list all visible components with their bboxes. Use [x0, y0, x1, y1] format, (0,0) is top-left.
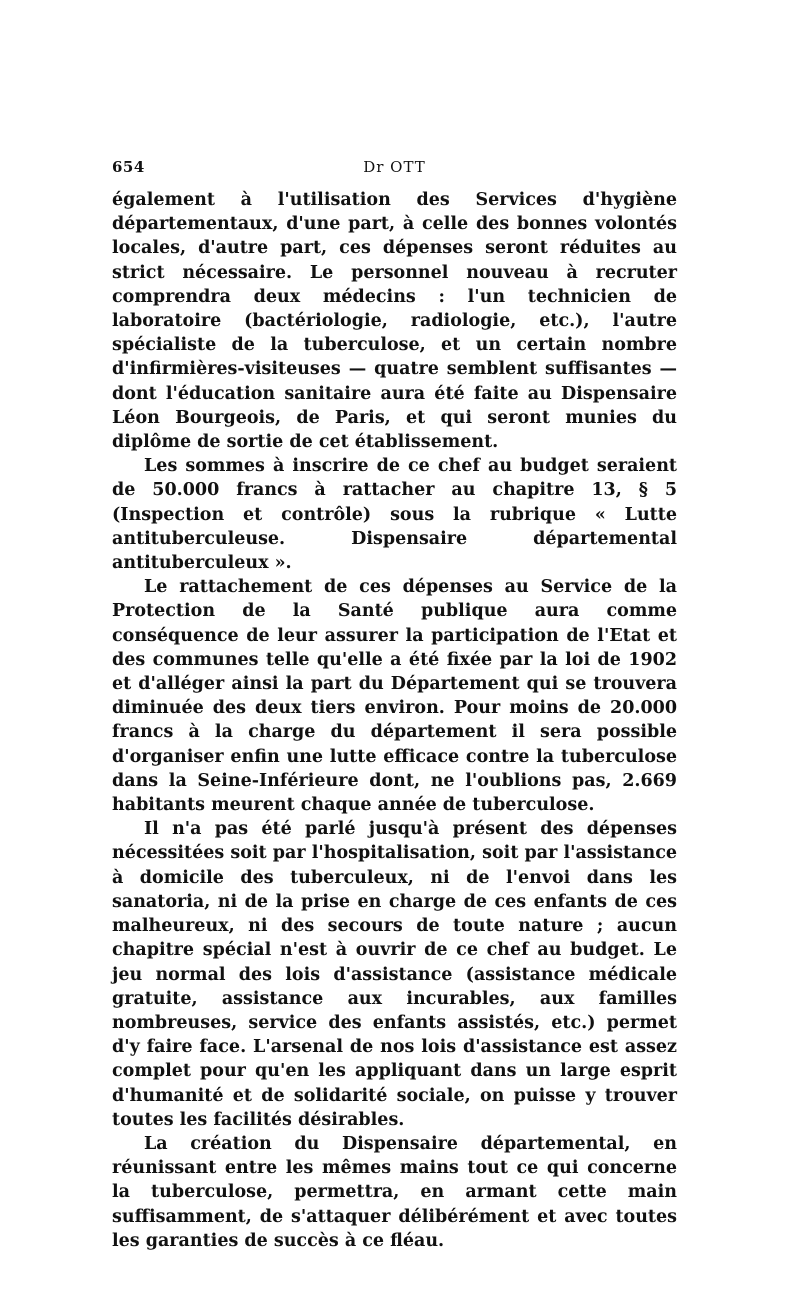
paragraph-budget-sums: Les sommes à inscrire de ce chef au budget seraient de 50.000 francs à rattacher au chapitre 13, § 5 (Inspection et contrôle) sous la rubrique « Lutte antituberculeuse. Dispensaire départemental antituberculeux ».: [112, 456, 677, 574]
paragraph-hospitalisation-assistance: Il n'a pas été parlé jusqu'à présent des dépenses nécessitées soit par l'hospitalisation, soit par l'assistance à domicile des tuberculeux, ni de l'envoi dans les sanatoria, ni de la prise en charge de ces enfants de ces malheureux, ni des secours de toute nature ; aucun chapitre spécial n'est à ouvrir de ce chef au budget. Le jeu normal des lois d'assistance (assistance médicale gratuite, assistance aux incurables, aux familles nombreuses, service des enfants assistés, etc.) permet d'y faire face. L'arsenal de nos lois d'assistance est assez complet pour qu'en les appliquant dans un large esprit d'humanité et de solidarité sociale, on puisse y trouver toutes les facilités désirables.: [112, 819, 677, 1130]
running-head-author: Dr OTT: [363, 158, 426, 176]
paragraph-continuation: également à l'utilisation des Services d'hygiène départementaux, d'une part, à celle des bonnes volontés locales, d'autre part, ces dépenses seront réduites au strict nécessaire. Le personnel nouveau à recruter comprendra deux médecins : l'un technicien de laboratoire (bactériologie, radiologie, etc.), l'autre spécialiste de la tuberculose, et un certain nombre d'infirmières-visiteuses — quatre semblent suffisantes — dont l'éducation sanitaire aura été faite au Dispensaire Léon Bourgeois, de Paris, et qui seront munies du diplôme de sortie de cet établissement.: [112, 190, 677, 453]
body-text: [112, 188, 677, 1253]
page-number: 654: [112, 158, 145, 176]
paragraph-public-health-service: Le rattachement de ces dépenses au Service de la Protection de la Santé publique aura comme conséquence de leur assurer la participation de l'Etat et des communes telle qu'elle a été fixée par la loi de 1902 et d'alléger ainsi la part du Département qui se trouvera diminuée des deux tiers environ. Pour moins de 20.000 francs à la charge du département il sera possible d'organiser enfin une lutte efficace contre la tuberculose dans la Seine-Inférieure dont, ne l'oublions pas, 2.669 habitants meurent chaque année de tuberculose.: [112, 577, 677, 816]
running-head: [112, 156, 677, 178]
paragraph-dispensary-creation: La création du Dispensaire départemental, en réunissant entre les mêmes mains tout ce qui concerne la tuberculose, permettra, en armant cette main suffisamment, de s'attaquer délibérément et avec toutes les garanties de succès à ce fléau.: [112, 1133, 677, 1251]
